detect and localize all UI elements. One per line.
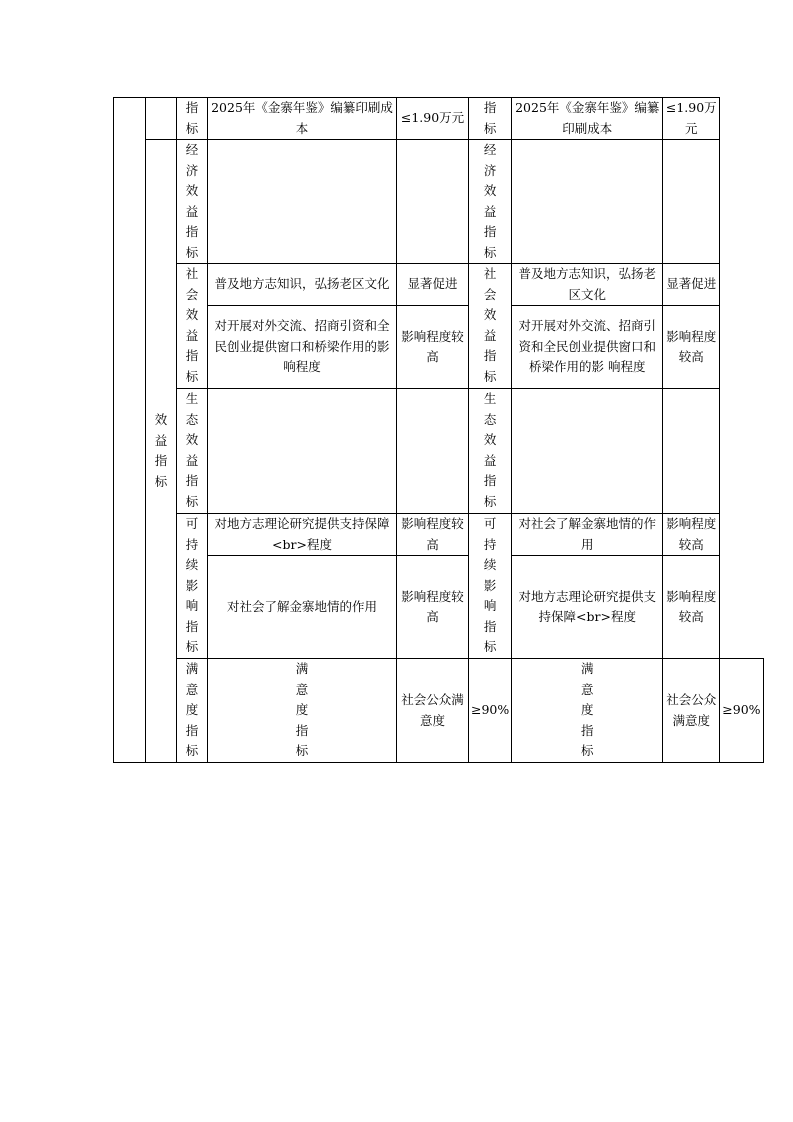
satisfaction-label-text: 满 意 度 指 标: [185, 661, 199, 759]
economic-label: [177, 140, 208, 264]
satisfaction-value: ≥90%: [469, 659, 512, 763]
empty-cell: [512, 140, 663, 264]
social-value-right-2: 影响程度较高: [663, 306, 720, 389]
ecological-label: [177, 389, 208, 514]
sustainable-value-right-2: 影响程度较高: [663, 556, 720, 659]
sustainable-item-1: 对地方志理论研究提供支持保障<br>程度: [208, 514, 397, 556]
empty-cell: [663, 140, 720, 264]
social-label: [177, 264, 208, 389]
table-row: [114, 264, 764, 306]
empty-cell: [208, 140, 397, 264]
table-row: [114, 514, 764, 556]
document-page: [113, 97, 764, 763]
social-label-right-text: 社 会 效 益 指 标: [483, 266, 497, 384]
indicator-value: ≤1.90万元: [397, 98, 469, 140]
social-label-text: 社 会 效 益 指 标: [185, 266, 199, 384]
empty-cell: [512, 389, 663, 514]
social-item-1: 普及地方志知识，弘扬老区文化: [208, 264, 397, 306]
satisfaction-sub-label-text: 满 意 度 指 标: [295, 661, 309, 759]
social-item-right-2: 对开展对外交流、招商引资和全民创业提供窗口和桥梁作用的影 响程度: [512, 306, 663, 389]
table-row: [114, 389, 764, 514]
ecological-label-right-text: 生 态 效 益 指 标: [483, 391, 497, 509]
indicator-item: 2025年《金寨年鉴》编纂印刷成本: [208, 98, 397, 140]
satisfaction-item-right: 社会公众满意度: [663, 659, 720, 763]
social-value-right-1: 显著促进: [663, 264, 720, 306]
sustainable-item-right-1: 对社会了解金寨地情的作用: [512, 514, 663, 556]
economic-label-text: 经 济 效 益 指 标: [185, 142, 199, 260]
social-item-2: 对开展对外交流、招商引资和全民创业提供窗口和桥梁作用的影 响程度: [208, 306, 397, 389]
satisfaction-sub-label-right-text: 满 意 度 指 标: [581, 661, 594, 759]
blank-cell: [146, 98, 177, 140]
table-row: [114, 306, 764, 389]
sustainable-label-right: [469, 514, 512, 659]
economic-label-right-text: 经 济 效 益 指 标: [483, 142, 497, 260]
sustainable-item-right-2: 对地方志理论研究提供支持保障<br>程度: [512, 556, 663, 659]
sustainable-label-text: 可 持 续 影 响 指 标: [185, 516, 199, 654]
sustainable-label: [177, 514, 208, 659]
empty-cell: [663, 389, 720, 514]
satisfaction-item: 社会公众满意度: [397, 659, 469, 763]
indicator-value-right: ≤1.90万元: [663, 98, 720, 140]
satisfaction-value-right: ≥90%: [720, 659, 763, 763]
indicator-label: [177, 98, 208, 140]
satisfaction-sub-label: [208, 659, 397, 763]
performance-indicator-table: [113, 97, 764, 763]
indicator-label-right-text: 指 标: [483, 100, 497, 136]
social-label-right: [469, 264, 512, 389]
empty-cell: [397, 389, 469, 514]
satisfaction-sub-label-right: [512, 659, 663, 763]
indicator-item-right: 2025年《金寨年鉴》编纂印刷成本: [512, 98, 663, 140]
sustainable-item-2: 对社会了解金寨地情的作用: [208, 556, 397, 659]
economic-label-right: [469, 140, 512, 264]
sustainable-value-1: 影响程度较高: [397, 514, 469, 556]
social-value-1: 显著促进: [397, 264, 469, 306]
sustainable-label-right-text: 可 持 续 影 响 指 标: [483, 516, 497, 654]
table-row: [114, 140, 764, 264]
table-row: [114, 556, 764, 659]
table-row: [114, 659, 764, 763]
social-item-right-1: 普及地方志知识，弘扬老区文化: [512, 264, 663, 306]
ecological-label-text: 生 态 效 益 指 标: [185, 391, 199, 509]
indicator-label-text: 指 标: [185, 100, 199, 136]
empty-cell: [208, 389, 397, 514]
table-row: [114, 98, 764, 140]
indicator-label-right: [469, 98, 512, 140]
benefit-label-text: 效 益 指 标: [154, 412, 168, 489]
benefit-label: [146, 140, 177, 763]
satisfaction-label: [177, 659, 208, 763]
sustainable-value-right-1: 影响程度较高: [663, 514, 720, 556]
sustainable-value-2: 影响程度较高: [397, 556, 469, 659]
social-value-2: 影响程度较高: [397, 306, 469, 389]
outer-blank-cell: [114, 98, 146, 763]
empty-cell: [397, 140, 469, 264]
ecological-label-right: [469, 389, 512, 514]
